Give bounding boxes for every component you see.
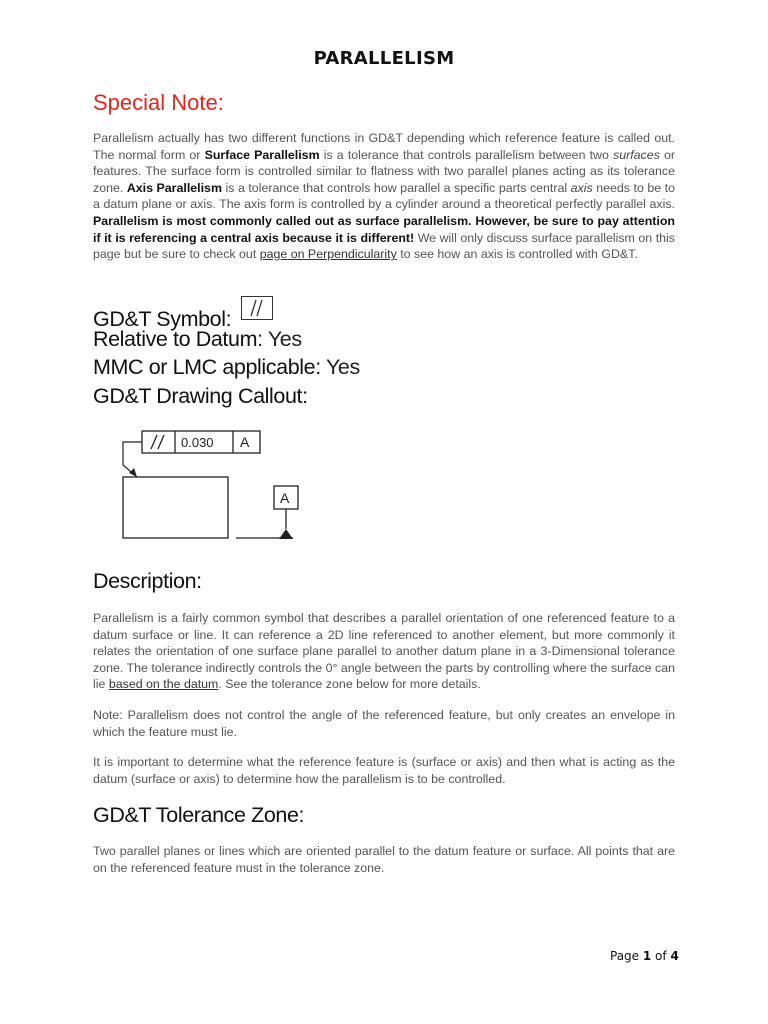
text-span: We will only discuss surface parallelism on this page but be sure to check out <box>93 230 676 262</box>
special-note-heading: Special Note: <box>93 90 224 115</box>
text-span: or features. The surface form is controlled similar to flatness with two parallel planes acting as its tolerance zone. <box>93 147 675 195</box>
axis-term: axis <box>570 180 593 195</box>
datum-tag-letter: A <box>280 490 290 506</box>
page-title: PARALLELISM <box>313 48 455 69</box>
mmc-line <box>93 355 360 380</box>
callout-datum-ref: A <box>240 434 250 450</box>
tolerance-zone-paragraph: Two parallel planes or lines which are oriented parallel to the datum feature or surface. All points that are on the referenced feature must in the tolerance zone. <box>93 844 675 875</box>
text-span: is a tolerance that controls how parallel a specific parts central <box>221 180 571 195</box>
page-footer <box>610 949 679 963</box>
perpendicularity-link[interactable]: page on Perpendicularity <box>259 247 397 262</box>
text-span: Parallelism actually has two different functions in GD&T depending which reference feature is called out. The normal form or <box>93 131 675 162</box>
description-paragraph-3: It is important to determine what the reference feature is (surface or axis) and then what is acting as the datum (surface or axis) to determine how the parallelism is to be controlled. <box>93 755 675 786</box>
callout-heading: GD&T Drawing Callout: <box>93 384 308 408</box>
surfaces-term: surfaces <box>613 147 660 162</box>
description-paragraph-2: Note: Parallelism does not control the angle of the referenced feature, but only creates an envelope in which the feature must lie. <box>93 708 675 739</box>
text-span: is a tolerance that controls parallelism between two <box>319 147 614 162</box>
part-outline <box>123 477 228 538</box>
datum-triangle <box>279 529 293 539</box>
callout-parallel-icon <box>151 435 164 449</box>
description-heading: Description: <box>93 569 202 593</box>
page-word: Page <box>610 949 643 963</box>
mmc-value: Yes <box>320 355 360 379</box>
special-note-paragraph <box>93 130 675 263</box>
leader-arrow <box>129 468 137 477</box>
datum-value: Yes <box>267 327 302 351</box>
of-word: of <box>651 949 671 963</box>
datum-separator: : <box>257 327 268 351</box>
text-span: needs to be to a datum plane or axis. The axis form is controlled by a cylinder around a theoretical perfectly parallel axis. <box>93 180 675 212</box>
description-paragraph-1 <box>93 610 675 693</box>
emphasis-warning: Parallelism is most commonly called out as surface parallelism. However, be sure to pay attention if it is referencing a central axis because it is different! <box>93 213 675 245</box>
text-span: Parallelism is a fairly common symbol that describes a parallel orientation of one referenced feature to a datum surface or line. It can reference a 2D line referenced to another element, but more commonly it relates the orientation of one surface plane parallel to another datum plane in a 3-Dimensional tolerance zone. The tolerance indirectly controls the 0° angle between the parts by controlling where the surface can lie <box>93 611 675 692</box>
based-on-datum-link[interactable]: based on the datum <box>108 677 219 692</box>
text-span: . See the tolerance zone below for more details. <box>218 677 481 692</box>
callout-tolerance: 0.030 <box>181 435 214 450</box>
callout-diagram <box>115 425 335 555</box>
symbol-label: GD&T Symbol: <box>93 307 232 331</box>
surface-parallelism-term: Surface Parallelism <box>204 147 320 162</box>
page-number: 1 <box>642 949 652 963</box>
mmc-label: MMC or LMC applicable: <box>93 355 321 379</box>
text-span: to see how an axis is controlled with GD&T. <box>396 247 638 262</box>
parallelism-symbol-icon <box>241 296 273 320</box>
datum-line <box>93 327 302 352</box>
tolerance-zone-heading: GD&T Tolerance Zone: <box>93 803 305 827</box>
page-total: 4 <box>670 949 679 963</box>
axis-parallelism-term: Axis Parallelism <box>126 180 222 195</box>
datum-label: Relative to Datum <box>93 327 258 351</box>
